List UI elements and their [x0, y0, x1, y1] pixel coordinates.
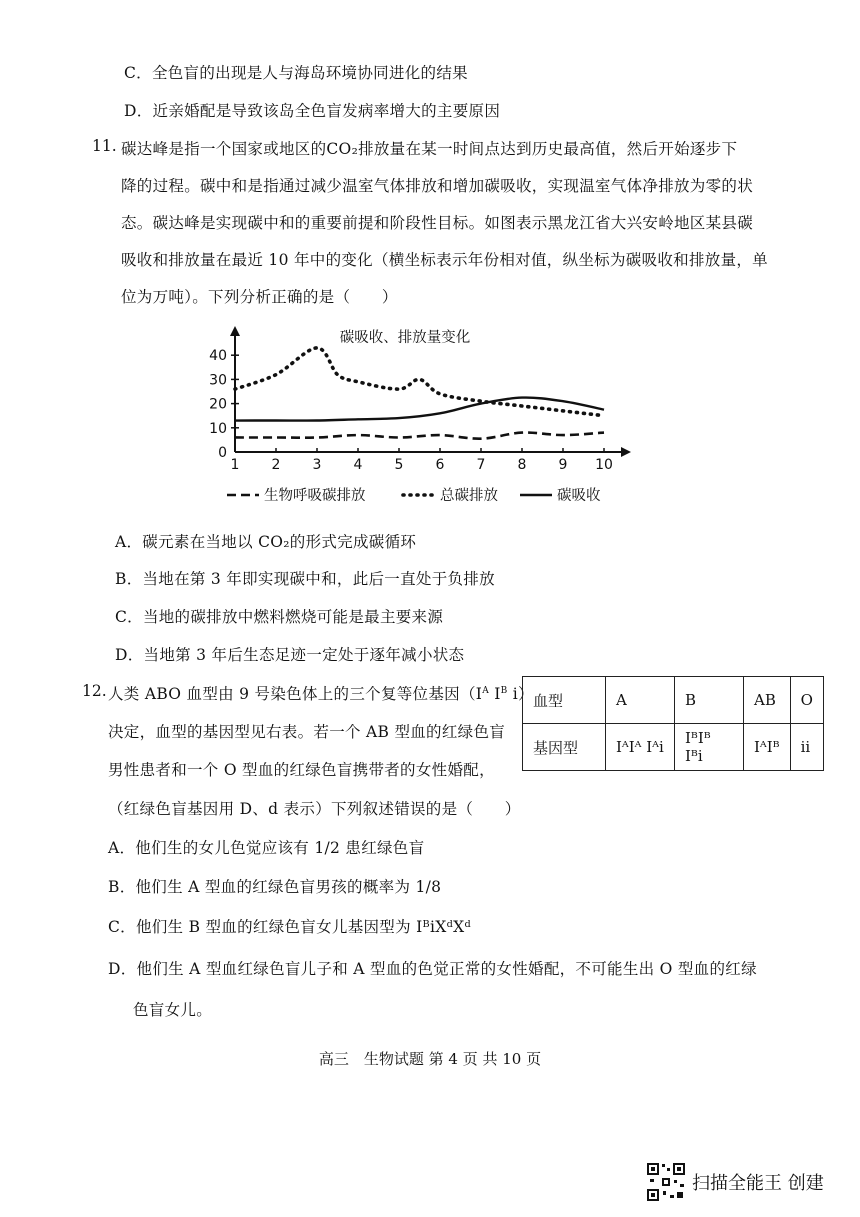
page-footer: 高三 生物试题 第 4 页 共 10 页 — [318, 1050, 542, 1068]
x-tick-label: 8 — [517, 457, 527, 473]
table-cell: IᴬIᴮ — [744, 724, 791, 771]
q12-line-2: 决定，血型的基因型见右表。若一个 AB 型血的红绿色盲 — [108, 723, 506, 741]
q11-option-a: A．碳元素在当地以 CO₂的形式完成碳循环 — [115, 533, 417, 551]
respiration-emission-line — [235, 433, 604, 439]
table-cell: A — [606, 677, 675, 724]
y-tick-label: 40 — [209, 348, 227, 365]
table-cell: IᴬIᴬ Iᴬi — [606, 724, 675, 771]
y-axis-arrow — [230, 326, 240, 336]
q12-option-c: C．他们生 B 型血的红绿色盲女儿基因型为 IᴮiXᵈXᵈ — [108, 918, 471, 936]
table-cell: 基因型 — [523, 724, 606, 771]
q11-option-b: B．当地在第 3 年即实现碳中和，此后一直处于负排放 — [115, 570, 495, 588]
x-tick-label: 6 — [435, 457, 445, 473]
x-tick-label: 10 — [595, 457, 613, 473]
q11-line-1: 碳达峰是指一个国家或地区的CO₂排放量在某一时间点达到历史最高值，然后开始逐步下 — [121, 140, 738, 158]
q12-option-d: D．他们生 A 型血红绿色盲儿子和 A 型血的色觉正常的女性婚配，不可能生出 O 型血的红绿 — [108, 960, 757, 978]
y-tick-label: 10 — [209, 420, 227, 437]
table-cell: AB — [744, 677, 791, 724]
option-c-prev: C．全色盲的出现是人与海岛环境协同进化的结果 — [124, 64, 468, 82]
q12-option-d-cont: 色盲女儿。 — [133, 1001, 213, 1019]
table-cell: O — [790, 677, 823, 724]
x-tick-label: 3 — [312, 457, 322, 473]
watermark-text: 扫描全能王 创建 — [692, 1173, 824, 1194]
legend-absorption-label: 碳吸收 — [557, 488, 601, 504]
table-row — [523, 724, 824, 771]
blood-type-table — [522, 676, 824, 771]
legend-respiration-label: 生物呼吸碳排放 — [264, 488, 366, 504]
x-tick-label: 2 — [271, 457, 281, 473]
q11-option-c: C．当地的碳排放中燃料燃烧可能是最主要来源 — [115, 608, 444, 626]
x-tick-label: 5 — [394, 457, 404, 473]
q12-line-1: 人类 ABO 血型由 9 号染色体上的三个复等位基因（$I^A$ $I^B$ i） — [108, 685, 534, 703]
table-cell: IᴮIᴮ Iᴮi — [675, 724, 744, 771]
table-cell: ii — [790, 724, 823, 771]
y-tick-label: 30 — [209, 372, 227, 389]
option-d-prev: D．近亲婚配是导致该岛全色盲发病率增大的主要原因 — [124, 102, 501, 120]
chart-series — [235, 348, 604, 439]
legend-total-emission-label: 总碳排放 — [440, 488, 498, 504]
x-tick-label: 1 — [230, 457, 240, 473]
table-header-row — [523, 677, 824, 724]
qr-code-icon — [646, 1162, 686, 1202]
x-tick-label: 4 — [353, 457, 363, 473]
chart-title: 碳吸收、排放量变化 — [339, 330, 471, 346]
carbon-line-chart — [195, 322, 645, 512]
question-12-number: 12. — [82, 682, 107, 700]
table-cell: B — [675, 677, 744, 724]
question-11-number: 11. — [92, 137, 117, 155]
total-emission-line — [235, 348, 604, 416]
q12-line-3: 男性患者和一个 O 型血的红绿色盲携带者的女性婚配， — [108, 761, 495, 779]
x-tick-label: 9 — [558, 457, 568, 473]
table-cell: 血型 — [523, 677, 606, 724]
y-tick-label: 20 — [209, 396, 227, 413]
scanner-watermark — [646, 1162, 824, 1202]
q11-line-2: 降的过程。碳中和是指通过减少温室气体排放和增加碳吸收，实现温室气体净排放为零的状 — [121, 177, 754, 195]
q12-option-b: B．他们生 A 型血的红绿色盲男孩的概率为 1/8 — [108, 878, 442, 896]
q12-line-4: （红绿色盲基因用 D、d 表示）下列叙述错误的是（ ） — [108, 800, 521, 818]
q11-line-4: 吸收和排放量在最近 10 年中的变化（横坐标表示年份相对值，纵坐标为碳吸收和排放量，单 — [121, 251, 768, 269]
y-tick-label: 0 — [218, 445, 227, 461]
q11-option-d: D．当地第 3 年后生态足迹一定处于逐年减小状态 — [115, 646, 465, 664]
q11-line-5: 位为万吨）。下列分析正确的是（ ） — [121, 288, 398, 306]
x-axis-arrow — [621, 447, 631, 457]
x-tick-label: 7 — [476, 457, 486, 473]
q11-line-3: 态。碳达峰是实现碳中和的重要前提和阶段性目标。如图表示黑龙江省大兴安岭地区某县碳 — [121, 214, 754, 232]
q12-option-a: A．他们生的女儿色觉应该有 1/2 患红绿色盲 — [108, 839, 425, 857]
